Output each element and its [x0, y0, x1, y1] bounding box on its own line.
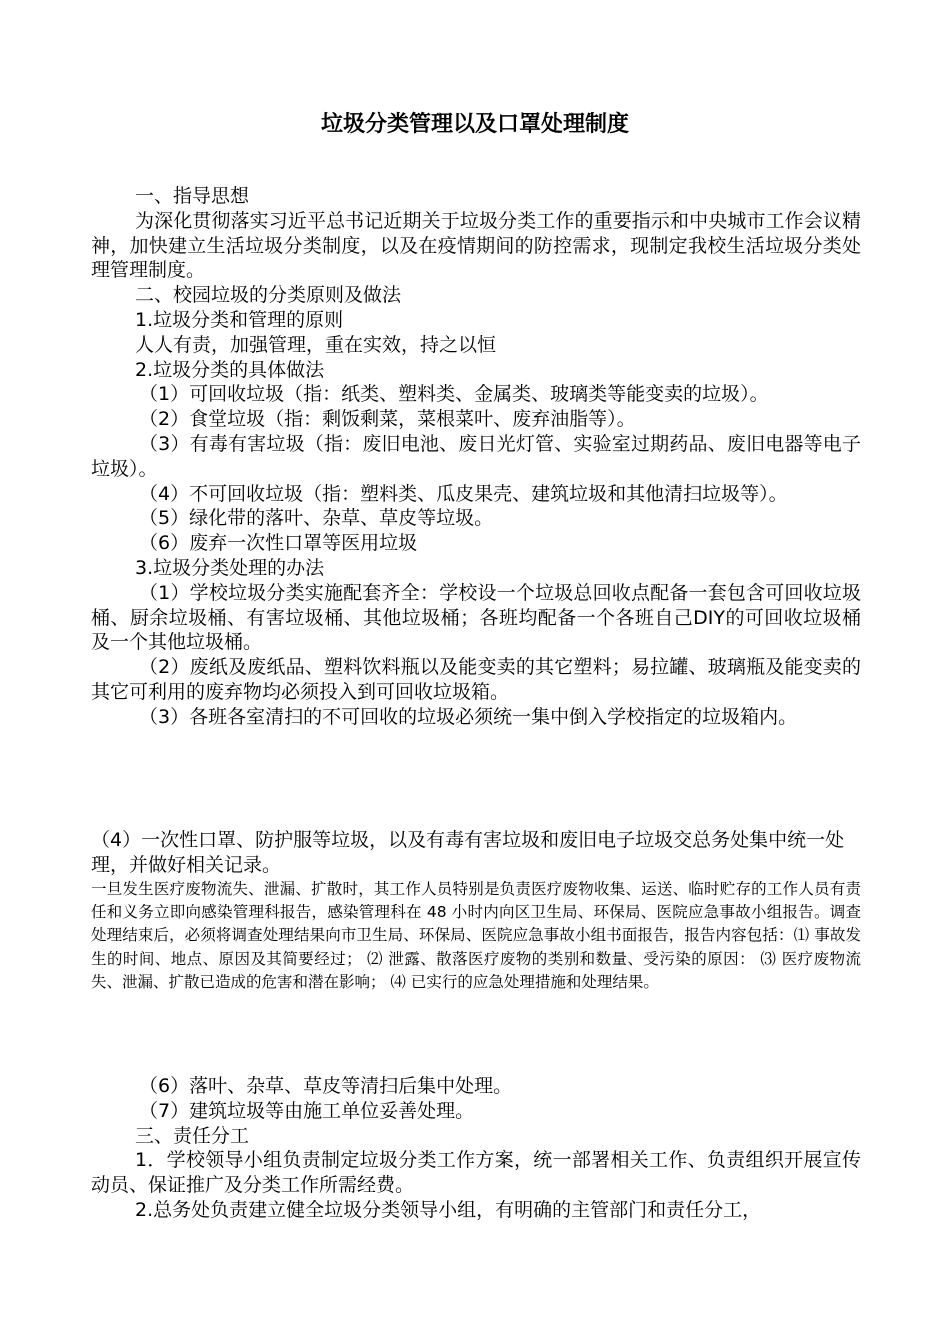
paragraph-medical-waste-incident: 一旦发生医疗废物流失、泄漏、扩散时，其工作人员特别是负责医疗废物收集、运送、临时贮存的工作人员有责任和义务立即向感染管理科报告，感染管理科在 48 小时内向区卫生局、环保局、医院应急事故小组报告。调查处理结束后，必须将调查处理结果向市卫生局、环保局、医院应急事故小组书面报告，报告内容包括：⑴ 事故发生的时间、地点、原因及其简要经过； ⑵ 泄露、散落医疗废物的类别和数量、受污染的原因： ⑶ 医疗废物流失、泄漏、扩散已造成的危害和潜在影响； ⑷ 已实行的应急处理措施和处理结果。 — [91, 879, 861, 992]
list-item: （1）学校垃圾分类实施配套齐全：学校设一个垃圾总回收点配备一套包含可回收垃圾桶、厨余垃圾桶、有害垃圾桶、其他垃圾桶；各班均配备一个各班自己DIY的可回收垃圾桶及一个其他垃圾桶。 — [91, 581, 861, 654]
list-item: （3）各班各室清扫的不可回收的垃圾必须统一集中倒入学校指定的垃圾箱内。 — [139, 705, 798, 728]
paragraph-guiding-thought: 为深化贯彻落实习近平总书记近期关于垃圾分类工作的重要指示和中央城市工作会议精神，加快建立生活垃圾分类制度，以及在疫情期间的防控需求，现制定我校生活垃圾分类处理管理制度。 — [91, 209, 861, 282]
document-title: 垃圾分类管理以及口罩处理制度 — [320, 112, 629, 137]
subheading-principles: 1.垃圾分类和管理的原则 — [135, 308, 344, 331]
list-item: （4）不可回收垃圾（指：塑料类、瓜皮果壳、建筑垃圾和其他清扫垃圾等）。 — [139, 482, 788, 505]
list-item: （6）落叶、杂草、草皮等清扫后集中处理。 — [139, 1075, 513, 1097]
paragraph-principles: 人人有责，加强管理，重在实效，持之以恒 — [135, 333, 497, 356]
list-item: （2）废纸及废纸品、塑料饮料瓶以及能变卖的其它塑料；易拉罐、玻璃瓶及能变卖的其它可利用的废弃物均必须投入到可回收垃圾箱。 — [91, 656, 861, 703]
list-item: （3）有毒有害垃圾（指：废旧电池、废日光灯管、实验室过期药品、废旧电器等电子垃圾）。 — [91, 432, 861, 480]
list-item: （6）废弃一次性口罩等医用垃圾 — [139, 532, 418, 555]
list-item: （1）可回收垃圾（指：纸类、塑料类、金属类、玻璃类等能变卖的垃圾）。 — [139, 383, 769, 406]
paragraph-general-affairs: 2.总务处负责建立健全垃圾分类领导小组，有明确的主管部门和责任分工， — [135, 1198, 762, 1221]
heading-guiding-thought: 一、指导思想 — [135, 185, 250, 207]
subheading-methods: 2.垃圾分类的具体做法 — [135, 358, 325, 381]
subheading-handling: 3.垃圾分类处理的办法 — [135, 556, 325, 579]
paragraph-leadership-group: 1．学校领导小组负责制定垃圾分类工作方案，统一部署相关工作、负责组织开展宣传动员、保证推广及分类工作所需经费。 — [91, 1149, 861, 1197]
heading-responsibilities: 三、责任分工 — [135, 1124, 250, 1147]
section-guiding-and-principles — [91, 184, 861, 730]
paragraph-mask-disposal: （4）一次性口罩、防护服等垃圾，以及有毒有害垃圾和废旧电子垃圾交总务处集中统一处理，并做好相关记录。 — [91, 829, 845, 876]
section-responsibilities — [91, 1074, 861, 1223]
section-mask-disposal — [91, 828, 861, 995]
list-item: （2）食堂垃圾（指：剩饭剩菜，菜根菜叶、废弃油脂等）。 — [139, 408, 636, 431]
heading-campus-garbage: 二、校园垃圾的分类原则及做法 — [135, 284, 402, 307]
list-item: （5）绿化带的落叶、杂草、草皮等垃圾。 — [139, 507, 494, 530]
list-item: （7）建筑垃圾等由施工单位妥善处理。 — [139, 1099, 475, 1122]
